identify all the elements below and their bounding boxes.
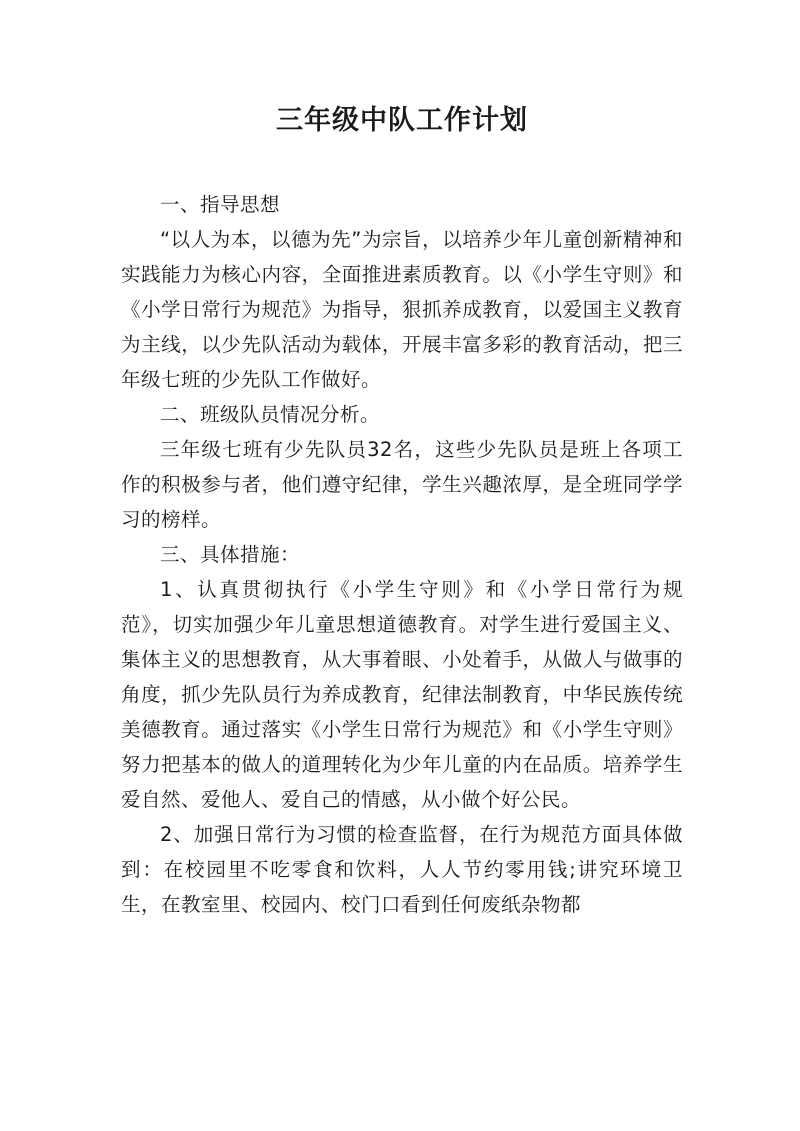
section-heading-guiding-ideology: 一、指导思想 xyxy=(160,193,281,216)
paragraph-measure-2: 2、加强日常行为习惯的检查监督，在行为规范方面具体做到：在校园里不吃零食和饮料，人人节约零用钱;讲究环境卫生，在教室里、校园内、校门口看到任何废纸杂物都 xyxy=(121,823,683,916)
section-heading-class-analysis: 二、班级队员情况分析。 xyxy=(160,403,381,426)
document-body xyxy=(121,187,683,922)
section-heading-measures: 三、具体措施： xyxy=(160,543,301,566)
paragraph-guiding-ideology: “以人为本，以德为先”为宗旨，以培养少年儿童创新精神和实践能力为核心内容，全面推进素质教育。以《小学生守则》和《小学日常行为规范》为指导，狠抓养成教育，以爱国主义教育为主线，以少先队活动为载体，开展丰富多彩的教育活动，把三年级七班的少先队工作做好。 xyxy=(121,228,683,391)
document-title: 三年级中队工作计划 xyxy=(276,105,528,136)
paragraph-class-analysis: 三年级七班有少先队员32名，这些少先队员是班上各项工作的积极参与者，他们遵守纪律，学生兴趣浓厚，是全班同学学习的榜样。 xyxy=(121,438,683,531)
paragraph-measure-1: 1、认真贯彻执行《小学生守则》和《小学日常行为规范》，切实加强少年儿童思想道德教育。对学生进行爱国主义、集体主义的思想教育，从大事着眼、小处着手，从做人与做事的角度，抓少先队员行为养成教育，纪律法制教育，中华民族传统美德教育。通过落实《小学生日常行为规范》和《小学生守则》努力把基本的做人的道理转化为少年儿童的内在品质。培养学生爱自然、爱他人、爱自己的情感，从小做个好公民。 xyxy=(121,578,683,811)
